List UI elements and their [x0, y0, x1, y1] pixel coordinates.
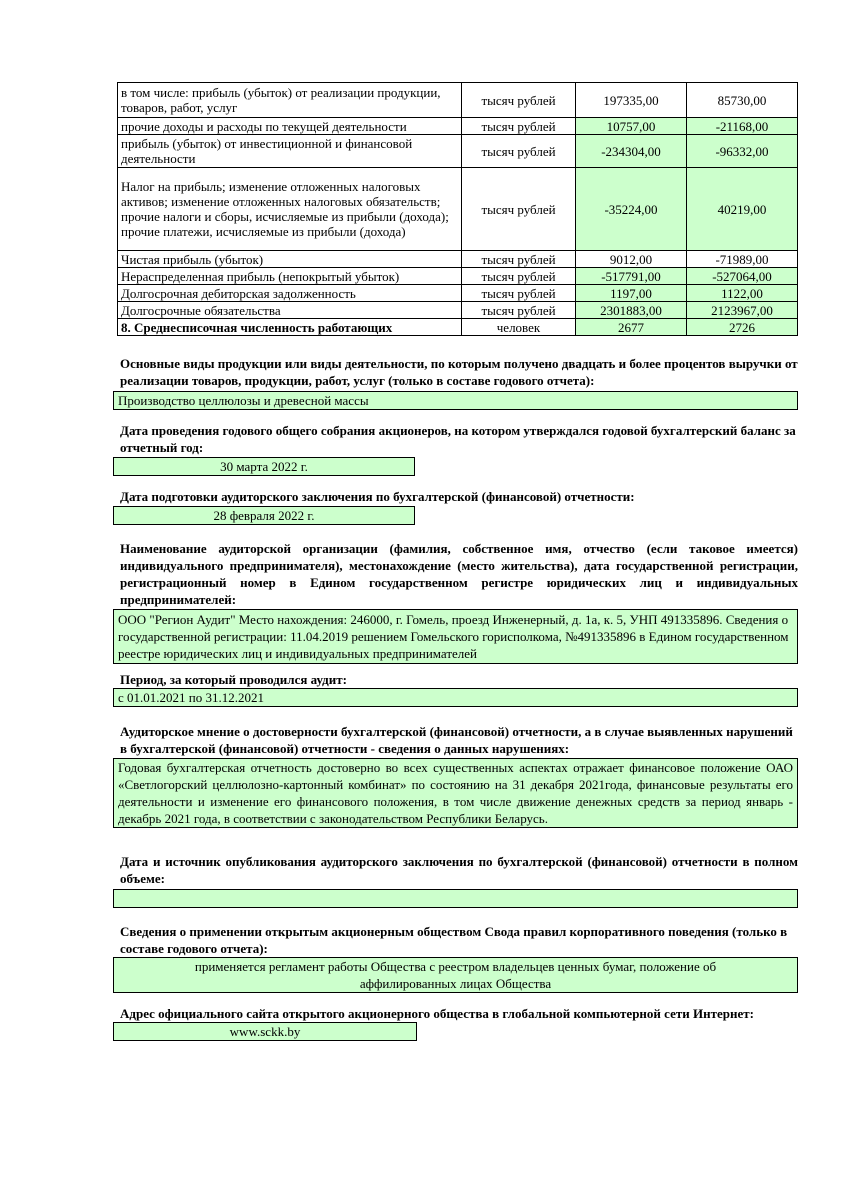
row-value-current: -234304,00 [576, 135, 687, 168]
row-value-current: 10757,00 [576, 118, 687, 135]
row-value-current: -35224,00 [576, 168, 687, 251]
governance-value: применяется регламент работы Общества с реестром владельцев ценных бумаг, положение об аффилированных лицах Общества [113, 957, 798, 993]
products-value: Производство целлюлозы и древесной массы [113, 391, 798, 410]
meeting-section [113, 422, 798, 476]
opinion-label: Аудиторское мнение о достоверности бухгалтерской (финансовой) отчетности, а в случае выявленных нарушений в бухгалтерской (финансовой) отчетности - сведения о данных нарушениях: [120, 724, 793, 756]
row-value-current: 9012,00 [576, 251, 687, 268]
products-label: Основные виды продукции или виды деятельности, по которым получено двадцать и более процентов выручки от реализации товаров, продукции, работ, услуг (только в составе годового отчета): [120, 356, 798, 388]
table-row [118, 285, 798, 302]
row-unit: тысяч рублей [462, 83, 576, 118]
opinion-value: Годовая бухгалтерская отчетность достоверно во всех существенных аспектах отражает финансовое положение ОАО «Светлогорский целлюлозно-картонный комбинат» по состоянию на 31 декабря 2021года, финансовые результаты его деятельности и изменение его финансового положения, в том числе движение денежных средств за период январь - декабрь 2021 года, в соответствии с законодательством Республики Беларусь. [113, 758, 798, 828]
row-unit: тысяч рублей [462, 118, 576, 135]
row-value-previous: 40219,00 [687, 168, 798, 251]
publication-value [113, 889, 798, 908]
website-section [113, 1005, 798, 1041]
row-value-current: 1197,00 [576, 285, 687, 302]
publication-section [113, 853, 798, 908]
financial-table [117, 82, 798, 336]
table-row [118, 83, 798, 118]
meeting-label: Дата проведения годового общего собрания акционеров, на котором утверждался годовой бухгалтерский баланс за отчетный год: [120, 423, 796, 455]
table-row [118, 268, 798, 285]
row-value-previous: -527064,00 [687, 268, 798, 285]
table-row [118, 302, 798, 319]
row-name: 8. Среднесписочная численность работающих [118, 319, 462, 336]
meeting-date: 30 марта 2022 г. [113, 457, 415, 476]
row-name: прибыль (убыток) от инвестиционной и финансовой деятельности [118, 135, 462, 168]
period-value: с 01.01.2021 по 31.12.2021 [113, 688, 798, 707]
website-label: Адрес официального сайта открытого акционерного общества в глобальной компьютерной сети Интернет: [120, 1006, 754, 1021]
row-value-previous: 2123967,00 [687, 302, 798, 319]
period-label: Период, за который проводился аудит: [120, 672, 347, 687]
audit-date-value: 28 февраля 2022 г. [113, 506, 415, 525]
audit-date-label: Дата подготовки аудиторского заключения по бухгалтерской (финансовой) отчетности: [120, 489, 635, 504]
row-unit: тысяч рублей [462, 168, 576, 251]
row-unit: человек [462, 319, 576, 336]
auditor-value: ООО "Регион Аудит" Место нахождения: 246000, г. Гомель, проезд Инженерный, д. 1а, к. 5, УНП 491335896. Сведения о государственной регистрации: 11.04.2019 решением Гомельского горисполкома, №491335896 в Едином государственном реестре юридических лиц и индивидуальных предпринимателей [113, 609, 798, 664]
row-name: прочие доходы и расходы по текущей деятельности [118, 118, 462, 135]
governance-section [113, 923, 798, 993]
table-row [118, 251, 798, 268]
row-value-current: 2677 [576, 319, 687, 336]
row-unit: тысяч рублей [462, 135, 576, 168]
table-row [118, 168, 798, 251]
opinion-section [113, 723, 798, 828]
row-unit: тысяч рублей [462, 285, 576, 302]
row-unit: тысяч рублей [462, 302, 576, 319]
row-name: Долгосрочные обязательства [118, 302, 462, 319]
row-value-previous: -96332,00 [687, 135, 798, 168]
row-value-previous: 85730,00 [687, 83, 798, 118]
website-link[interactable]: www.sckk.by [113, 1022, 417, 1041]
governance-label: Сведения о применении открытым акционерным обществом Свода правил корпоративного поведения (только в составе годового отчета): [120, 924, 788, 956]
row-name: в том числе: прибыль (убыток) от реализации продукции, товаров, работ, услуг [118, 83, 462, 118]
auditor-label: Наименование аудиторской организации (фамилия, собственное имя, отчество (если таковое имеется) индивидуального предпринимателя), местонахождение (место жительства), дата государственной регистрации, регистрационный номер в Едином государственном регистре юридических лиц и индивидуальных предпринимателей: [120, 541, 798, 607]
table-row [118, 135, 798, 168]
period-section [113, 671, 798, 707]
row-unit: тысяч рублей [462, 268, 576, 285]
publication-label: Дата и источник опубликования аудиторского заключения по бухгалтерской (финансовой) отчетности в полном объеме: [120, 854, 798, 886]
row-value-previous: 2726 [687, 319, 798, 336]
row-value-previous: -21168,00 [687, 118, 798, 135]
row-unit: тысяч рублей [462, 251, 576, 268]
row-value-previous: -71989,00 [687, 251, 798, 268]
row-name: Налог на прибыль; изменение отложенных налоговых активов; изменение отложенных налоговых обязательств; прочие налоги и сборы, исчисляемые из прибыли (дохода); прочие платежи, исчисляемые из прибыли (дохода) [118, 168, 462, 251]
auditor-section [113, 540, 798, 664]
row-value-current: -517791,00 [576, 268, 687, 285]
table-row [118, 118, 798, 135]
row-name: Нераспределенная прибыль (непокрытый убыток) [118, 268, 462, 285]
table-row [118, 319, 798, 336]
audit-date-section [113, 488, 798, 525]
row-value-current: 197335,00 [576, 83, 687, 118]
row-name: Чистая прибыль (убыток) [118, 251, 462, 268]
row-name: Долгосрочная дебиторская задолженность [118, 285, 462, 302]
products-section [113, 355, 798, 410]
row-value-previous: 1122,00 [687, 285, 798, 302]
row-value-current: 2301883,00 [576, 302, 687, 319]
